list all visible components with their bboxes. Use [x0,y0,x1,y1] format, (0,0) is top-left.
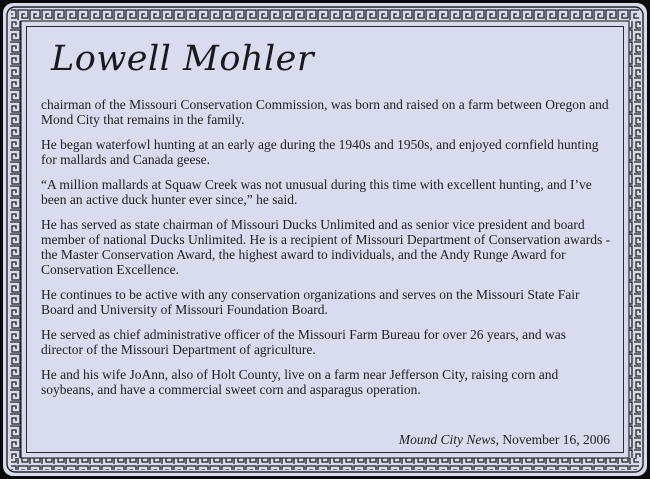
paragraph: “A million mallards at Squaw Creek was not unusual during this time with excellent hunting, and I’ve been an active duck hunter ever since,” he said. [41,177,592,207]
source-credit [399,432,610,448]
plaque [3,3,647,476]
paragraph: He began waterfowl hunting at an early age during the 1940s and 1950s, and enjoyed cornfield hunting for mallards and Canada geese. [41,137,599,167]
paragraph: He served as chief administrative officer of the Missouri Farm Bureau for over 26 years, and was director of the Missouri Department of agriculture. [41,327,566,357]
paragraph: He has served as state chairman of Missouri Ducks Unlimited and as senior vice president and board member of national Ducks Unlimited. He is a recipient of Missouri Department of Conservation awards - the Master Conservation Award, the highest award to individuals, and the Andy Runge Award for Conservation Excellence. [41,217,611,277]
page-title: Lowell Mohler [51,39,315,79]
publication-name: Mound City News [398,432,496,447]
publication-date: , November 16, 2006 [495,432,610,447]
article-body [41,97,611,407]
paragraph: chairman of the Missouri Conservation Commission, was born and raised on a farm between Oregon and Mond City that remains in the family. [41,97,609,127]
paragraph: He and his wife JoAnn, also of Holt County, live on a farm near Jefferson City, raising corn and soybeans, and have a commercial sweet corn and asparagus operation. [41,367,559,397]
content-panel [26,26,624,453]
paragraph: He continues to be active with any conservation organizations and serves on the Missouri State Fair Board and University of Missouri Foundation Board. [41,287,580,317]
